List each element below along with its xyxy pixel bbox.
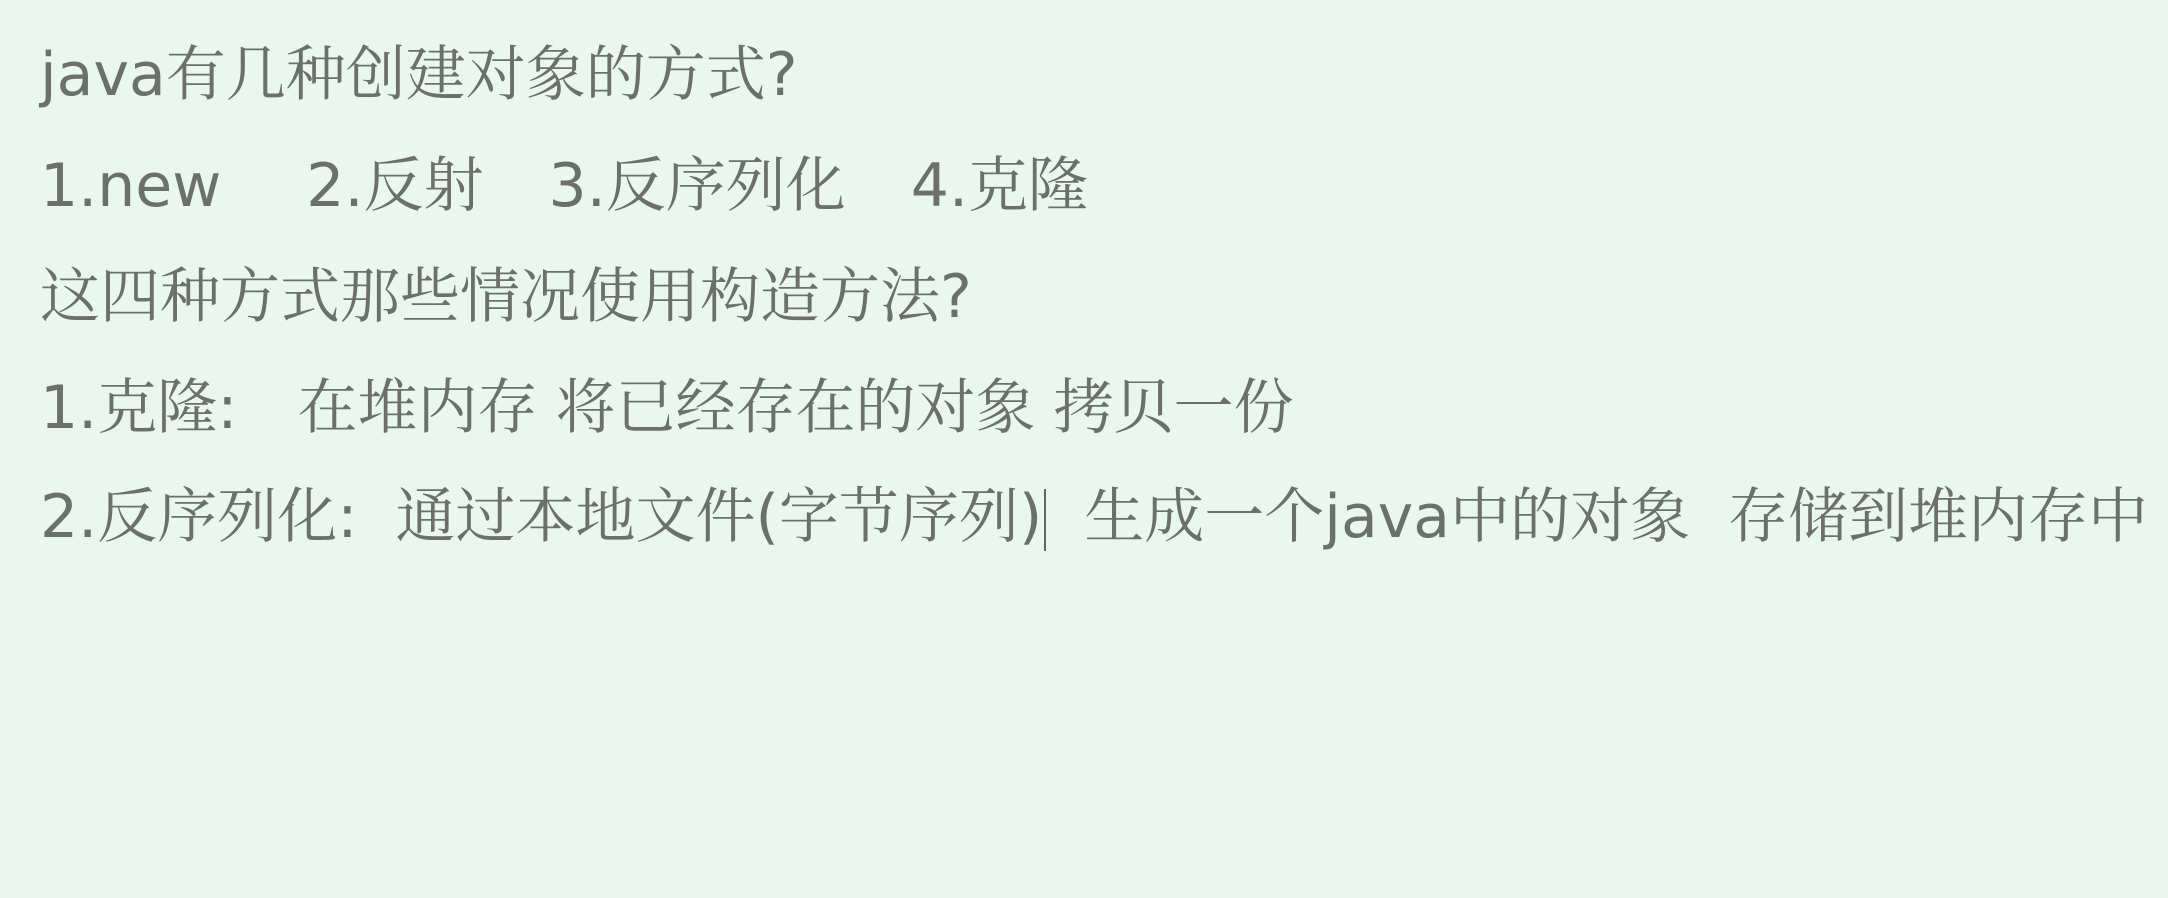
deserialize-description — [40, 462, 2160, 572]
way-item-3: 3.反序列化 — [548, 151, 846, 221]
question-text-2: 这四种方式那些情况使用构造方法? — [40, 262, 972, 332]
clone-label: 1.克隆: — [40, 373, 238, 443]
question-title-1 — [40, 40, 798, 110]
clone-part-1: 在堆内存 — [297, 373, 538, 443]
question-title-2 — [40, 262, 972, 332]
way-item-2: 2.反射 — [306, 151, 484, 221]
question-text-1: java有几种创建对象的方式? — [40, 40, 798, 110]
way-item-4: 4.克隆 — [910, 151, 1089, 221]
clone-description — [40, 373, 1294, 443]
clone-part-2: 将已经存在的对象 — [555, 373, 1036, 443]
clone-part-3: 拷贝一份 — [1053, 373, 1294, 443]
deserialize-part-3: 存储到堆内存中 — [1728, 482, 2149, 552]
deserialize-part-2: 生成一个java中的对象 — [1084, 482, 1691, 552]
deserialize-part-1: 通过本地文件(字节序列) — [395, 482, 1043, 552]
deserialize-label: 2.反序列化: — [40, 482, 358, 552]
ways-list — [40, 151, 1089, 221]
way-item-1: 1.new — [40, 151, 222, 221]
text-caret — [1044, 489, 1046, 551]
